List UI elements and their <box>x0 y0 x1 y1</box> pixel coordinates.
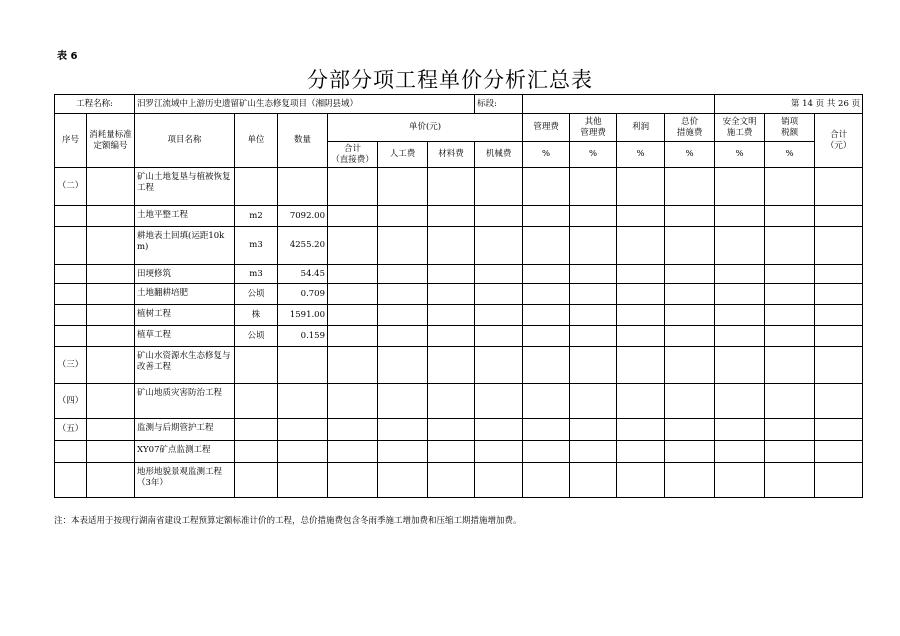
cell-empty <box>523 384 570 419</box>
table-row <box>55 419 863 441</box>
cell-empty <box>328 206 378 227</box>
cell-unit: 公顷 <box>235 326 278 347</box>
cell-empty <box>617 265 665 284</box>
cell-empty <box>328 265 378 284</box>
cell-empty <box>715 326 765 347</box>
cell-empty <box>715 284 765 305</box>
table-row <box>55 384 863 419</box>
cell-unit <box>235 441 278 463</box>
cell-empty <box>815 265 863 284</box>
header-subtotal: 合计 （直接费） <box>328 142 378 168</box>
cell-empty <box>428 284 475 305</box>
cell-empty <box>665 284 715 305</box>
cell-empty <box>428 463 475 498</box>
cell-unit <box>235 168 278 206</box>
header-pct: % <box>715 142 765 168</box>
cell-empty <box>765 419 815 441</box>
cell-empty <box>765 284 815 305</box>
cell-qty <box>278 168 328 206</box>
cell-seq <box>55 265 87 284</box>
header-row-1 <box>55 114 863 142</box>
cell-empty <box>815 206 863 227</box>
cell-unit: 公顷 <box>235 284 278 305</box>
cell-empty <box>428 326 475 347</box>
cell-empty <box>328 419 378 441</box>
cell-empty <box>475 347 523 384</box>
cell-seq <box>55 227 87 265</box>
cell-empty <box>378 168 428 206</box>
cell-empty <box>570 463 617 498</box>
header-profit: 利润 <box>617 114 665 142</box>
cell-quota <box>87 384 135 419</box>
cell-empty <box>617 441 665 463</box>
cell-empty <box>765 227 815 265</box>
cell-seq <box>55 463 87 498</box>
cell-empty <box>428 347 475 384</box>
cell-empty <box>428 384 475 419</box>
cell-empty <box>715 305 765 326</box>
cell-empty <box>665 227 715 265</box>
cell-qty: 0.159 <box>278 326 328 347</box>
cell-quota <box>87 305 135 326</box>
cell-empty <box>665 441 715 463</box>
cell-empty <box>765 265 815 284</box>
cell-empty <box>665 347 715 384</box>
cell-quota <box>87 206 135 227</box>
table-row <box>55 206 863 227</box>
cell-quota <box>87 168 135 206</box>
cell-empty <box>328 441 378 463</box>
cell-empty <box>475 463 523 498</box>
cell-empty <box>475 441 523 463</box>
cell-empty <box>765 206 815 227</box>
cell-empty <box>815 227 863 265</box>
cell-seq: （四） <box>55 384 87 419</box>
table-row <box>55 326 863 347</box>
cell-empty <box>328 284 378 305</box>
cell-empty <box>570 227 617 265</box>
cell-empty <box>617 384 665 419</box>
cell-empty <box>523 441 570 463</box>
cell-empty <box>765 347 815 384</box>
cell-empty <box>475 265 523 284</box>
cell-seq: （五） <box>55 419 87 441</box>
cell-empty <box>378 441 428 463</box>
cell-empty <box>815 326 863 347</box>
cell-item: 矿山水资源水生态修复与改善工程 <box>135 347 235 384</box>
table-row <box>55 347 863 384</box>
cell-empty <box>715 384 765 419</box>
cell-item: 植树工程 <box>135 305 235 326</box>
footnote: 注：本表适用于按现行湖南省建设工程预算定额标准计价的工程，总价措施费包含冬雨季施工增加费和压缩工期措施增加费。 <box>54 516 522 526</box>
cell-qty: 4255.20 <box>278 227 328 265</box>
cell-empty <box>617 206 665 227</box>
cell-unit <box>235 463 278 498</box>
header-pct: % <box>570 142 617 168</box>
cell-empty <box>378 419 428 441</box>
cell-empty <box>815 305 863 326</box>
cell-quota <box>87 347 135 384</box>
cell-quota <box>87 265 135 284</box>
cell-empty <box>328 227 378 265</box>
cell-empty <box>570 419 617 441</box>
header-measures: 总价 措施费 <box>665 114 715 142</box>
cell-qty <box>278 384 328 419</box>
cell-qty <box>278 419 328 441</box>
header-pct: % <box>523 142 570 168</box>
cell-empty <box>665 265 715 284</box>
cell-empty <box>617 326 665 347</box>
cell-empty <box>523 284 570 305</box>
cell-empty <box>765 441 815 463</box>
cell-empty <box>378 284 428 305</box>
cell-empty <box>715 265 765 284</box>
cell-empty <box>523 347 570 384</box>
table-row <box>55 168 863 206</box>
cell-quota <box>87 326 135 347</box>
cell-item: 土地平整工程 <box>135 206 235 227</box>
cell-empty <box>715 441 765 463</box>
header-pct: % <box>617 142 665 168</box>
header-seq: 序号 <box>55 114 87 168</box>
cell-quota <box>87 284 135 305</box>
cell-empty <box>570 384 617 419</box>
info-row <box>55 95 863 114</box>
cell-empty <box>378 227 428 265</box>
cell-empty <box>617 419 665 441</box>
cell-empty <box>523 419 570 441</box>
cell-empty <box>715 227 765 265</box>
cell-quota <box>87 463 135 498</box>
section-label: 标段: <box>475 95 523 114</box>
data-rows <box>55 168 863 498</box>
cell-empty <box>815 463 863 498</box>
header-unit-price: 单价(元) <box>328 114 523 142</box>
cell-seq <box>55 326 87 347</box>
cell-empty <box>815 284 863 305</box>
cell-empty <box>328 463 378 498</box>
header-item: 项目名称 <box>135 114 235 168</box>
cell-empty <box>428 419 475 441</box>
cell-empty <box>715 419 765 441</box>
cell-unit <box>235 347 278 384</box>
cell-item: 矿山地质灾害防治工程 <box>135 384 235 419</box>
cell-empty <box>475 206 523 227</box>
cell-empty <box>378 206 428 227</box>
cell-empty <box>523 227 570 265</box>
cell-empty <box>378 305 428 326</box>
table-row <box>55 265 863 284</box>
cell-qty <box>278 347 328 384</box>
cell-qty: 54.45 <box>278 265 328 284</box>
cell-empty <box>765 384 815 419</box>
cell-empty <box>428 265 475 284</box>
cell-empty <box>570 347 617 384</box>
cell-empty <box>715 347 765 384</box>
table-row <box>55 305 863 326</box>
cell-item: 地形地貌景观监测工程（3年） <box>135 463 235 498</box>
header-machine: 机械费 <box>475 142 523 168</box>
cell-empty <box>523 168 570 206</box>
cell-empty <box>475 419 523 441</box>
cell-empty <box>570 168 617 206</box>
section-value <box>523 95 715 114</box>
header-total: 合计 （元） <box>815 114 863 168</box>
cell-quota <box>87 227 135 265</box>
cell-empty <box>378 326 428 347</box>
cell-empty <box>765 168 815 206</box>
cell-seq <box>55 305 87 326</box>
cell-empty <box>617 168 665 206</box>
cell-item: 耕地表土回填(运距10km) <box>135 227 235 265</box>
cell-unit: m3 <box>235 265 278 284</box>
table-number: 表 6 <box>57 51 78 62</box>
cell-empty <box>523 265 570 284</box>
cell-empty <box>617 284 665 305</box>
cell-empty <box>815 441 863 463</box>
header-labor: 人工费 <box>378 142 428 168</box>
cell-empty <box>570 206 617 227</box>
cell-seq: （二） <box>55 168 87 206</box>
cell-empty <box>765 326 815 347</box>
header-pct: % <box>665 142 715 168</box>
cell-empty <box>328 326 378 347</box>
cell-seq <box>55 206 87 227</box>
cell-empty <box>617 305 665 326</box>
header-mgmt: 管理费 <box>523 114 570 142</box>
cell-empty <box>570 284 617 305</box>
cell-empty <box>523 305 570 326</box>
header-qty: 数量 <box>278 114 328 168</box>
page-info: 第 14 页 共 26 页 <box>715 95 863 114</box>
cell-empty <box>428 227 475 265</box>
cell-qty: 1591.00 <box>278 305 328 326</box>
header-pct: % <box>765 142 815 168</box>
cell-item: 土地翻耕培肥 <box>135 284 235 305</box>
cell-item: 植草工程 <box>135 326 235 347</box>
cell-empty <box>617 227 665 265</box>
cell-unit: m3 <box>235 227 278 265</box>
header-unit: 单位 <box>235 114 278 168</box>
cell-empty <box>570 265 617 284</box>
cell-qty <box>278 441 328 463</box>
project-label: 工程名称: <box>55 95 135 114</box>
table-row <box>55 227 863 265</box>
header-quota: 消耗量标准定额编号 <box>87 114 135 168</box>
cell-empty <box>378 347 428 384</box>
project-name: 汨罗江流域中上游历史遗留矿山生态修复项目（湘阴县域） <box>135 95 475 114</box>
table-row <box>55 441 863 463</box>
cell-empty <box>665 326 715 347</box>
cell-empty <box>428 168 475 206</box>
table-row <box>55 284 863 305</box>
cell-empty <box>475 284 523 305</box>
cell-empty <box>475 168 523 206</box>
cell-seq <box>55 441 87 463</box>
header-safety: 安全文明 施工费 <box>715 114 765 142</box>
cell-item: 田埂修筑 <box>135 265 235 284</box>
header-material: 材料费 <box>428 142 475 168</box>
cell-empty <box>328 168 378 206</box>
cell-empty <box>523 463 570 498</box>
cell-unit: 株 <box>235 305 278 326</box>
cell-qty <box>278 463 328 498</box>
header-other-mgmt: 其他 管理费 <box>570 114 617 142</box>
cell-empty <box>815 384 863 419</box>
cell-empty <box>475 227 523 265</box>
cell-empty <box>378 463 428 498</box>
cell-item: XY07矿点监测工程 <box>135 441 235 463</box>
cell-empty <box>715 168 765 206</box>
cell-empty <box>378 384 428 419</box>
cell-unit <box>235 419 278 441</box>
cell-seq <box>55 284 87 305</box>
cell-unit <box>235 384 278 419</box>
cell-empty <box>815 168 863 206</box>
cell-empty <box>665 384 715 419</box>
cell-empty <box>765 463 815 498</box>
table-row <box>55 463 863 498</box>
cell-empty <box>428 206 475 227</box>
cell-empty <box>665 419 715 441</box>
cell-empty <box>523 206 570 227</box>
cell-quota <box>87 419 135 441</box>
cell-empty <box>523 326 570 347</box>
cell-empty <box>665 463 715 498</box>
cell-empty <box>665 305 715 326</box>
cell-empty <box>665 206 715 227</box>
cell-empty <box>328 347 378 384</box>
cell-qty: 0.709 <box>278 284 328 305</box>
cell-empty <box>570 305 617 326</box>
summary-table <box>54 94 863 498</box>
cell-item: 矿山土地复垦与植被恢复工程 <box>135 168 235 206</box>
cell-empty <box>378 265 428 284</box>
cell-empty <box>815 419 863 441</box>
cell-empty <box>715 463 765 498</box>
cell-empty <box>665 168 715 206</box>
cell-empty <box>815 347 863 384</box>
cell-empty <box>617 463 665 498</box>
cell-empty <box>428 441 475 463</box>
cell-empty <box>328 305 378 326</box>
cell-quota <box>87 441 135 463</box>
cell-empty <box>570 441 617 463</box>
cell-empty <box>715 206 765 227</box>
header-tax: 销项 税额 <box>765 114 815 142</box>
document-title: 分部分项工程单价分析汇总表 <box>307 68 593 92</box>
cell-empty <box>475 384 523 419</box>
cell-empty <box>475 305 523 326</box>
cell-empty <box>328 384 378 419</box>
cell-empty <box>428 305 475 326</box>
cell-unit: m2 <box>235 206 278 227</box>
cell-empty <box>617 347 665 384</box>
cell-seq: （三） <box>55 347 87 384</box>
cell-qty: 7092.00 <box>278 206 328 227</box>
cell-item: 监测与后期管护工程 <box>135 419 235 441</box>
cell-empty <box>475 326 523 347</box>
cell-empty <box>765 305 815 326</box>
cell-empty <box>570 326 617 347</box>
